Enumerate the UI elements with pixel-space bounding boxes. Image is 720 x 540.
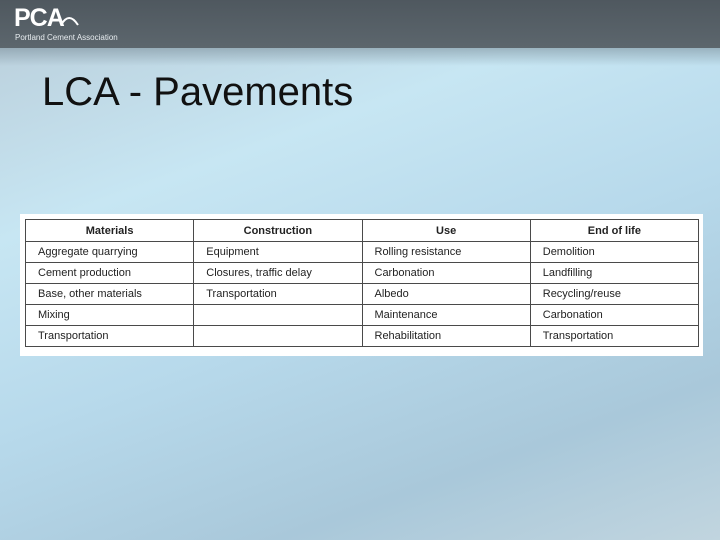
table-header-row	[26, 220, 699, 242]
bridge-arc-icon	[60, 8, 80, 28]
table-cell: Carbonation	[530, 305, 698, 326]
table-cell	[194, 305, 362, 326]
pca-logo	[14, 4, 134, 44]
table-cell: Rolling resistance	[362, 242, 530, 263]
table-cell: Equipment	[194, 242, 362, 263]
table-row	[26, 326, 699, 347]
table-cell: Maintenance	[362, 305, 530, 326]
lca-table-container	[20, 214, 703, 356]
column-header-use: Use	[362, 220, 530, 242]
table-row	[26, 305, 699, 326]
table-row	[26, 263, 699, 284]
header-divider	[0, 48, 720, 66]
table-cell: Mixing	[26, 305, 194, 326]
logo-text: PCA	[14, 4, 64, 32]
table-cell: Transportation	[26, 326, 194, 347]
table-cell: Carbonation	[362, 263, 530, 284]
slide-title: LCA - Pavements	[42, 70, 354, 114]
table-cell: Transportation	[194, 284, 362, 305]
table-cell: Landfilling	[530, 263, 698, 284]
column-header-materials: Materials	[26, 220, 194, 242]
table-cell: Transportation	[530, 326, 698, 347]
table-cell: Demolition	[530, 242, 698, 263]
table-cell	[194, 326, 362, 347]
table-cell: Closures, traffic delay	[194, 263, 362, 284]
table-row	[26, 284, 699, 305]
table-cell: Albedo	[362, 284, 530, 305]
table-cell: Aggregate quarrying	[26, 242, 194, 263]
column-header-construction: Construction	[194, 220, 362, 242]
table-cell: Cement production	[26, 263, 194, 284]
header-bar	[0, 0, 720, 48]
logo-subtitle: Portland Cement Association	[15, 33, 118, 42]
table-cell: Recycling/reuse	[530, 284, 698, 305]
lca-table	[25, 219, 699, 347]
column-header-end-of-life: End of life	[530, 220, 698, 242]
table-row	[26, 242, 699, 263]
table-cell: Rehabilitation	[362, 326, 530, 347]
table-cell: Base, other materials	[26, 284, 194, 305]
